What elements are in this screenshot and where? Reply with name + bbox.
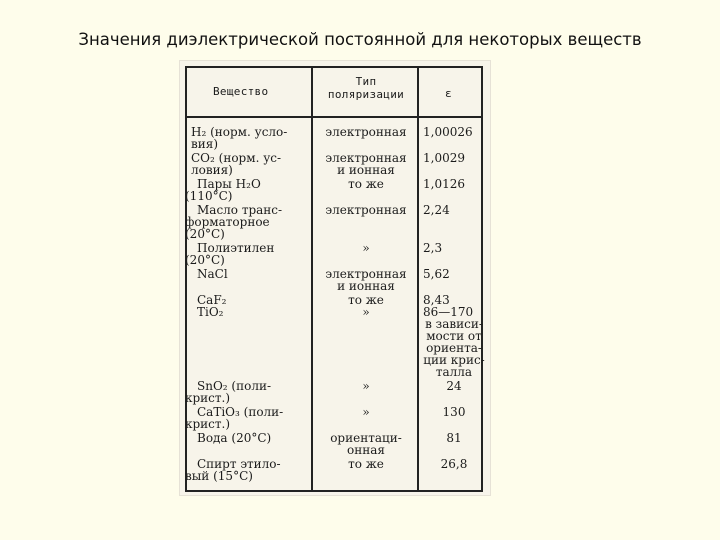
row-7-type: то же xyxy=(348,293,384,307)
column-divider-1 xyxy=(311,66,313,492)
row-11-type-line-1: ориентаци- xyxy=(330,431,402,445)
table-border-top xyxy=(185,66,483,68)
scanned-table xyxy=(179,60,491,496)
row-7-substance: CaF₂ xyxy=(197,293,227,307)
row-5-substance-line-2: (20°С) xyxy=(185,253,225,267)
row-1-epsilon: 1,00026 xyxy=(423,125,473,139)
row-1-substance-line-1: Н₂ (норм. усло- xyxy=(191,125,288,139)
row-4-epsilon: 2,24 xyxy=(423,203,450,217)
row-12-substance-line-1: Спирт этило- xyxy=(197,457,281,471)
row-5-epsilon: 2,3 xyxy=(423,241,443,255)
row-11-type-line-2: онная xyxy=(347,443,385,457)
row-12-epsilon: 26,8 xyxy=(440,457,468,471)
row-9-epsilon: 24 xyxy=(446,379,462,393)
row-4-substance-line-1: Масло транс- xyxy=(197,203,283,217)
row-1-type: электронная xyxy=(325,125,407,139)
row-8-substance: TiO₂ xyxy=(197,305,224,319)
row-2-type-line-2: и ионная xyxy=(337,163,395,177)
row-9-substance-line-1: SnO₂ (поли- xyxy=(197,379,271,393)
row-3-substance-line-2: (110°С) xyxy=(185,189,233,203)
row-10-substance-line-1: CaTiO₃ (поли- xyxy=(197,405,284,419)
row-12-substance-line-2: вый (15°С) xyxy=(185,469,253,483)
row-10-substance-line-2: крист.) xyxy=(185,417,231,431)
row-8-epsilon-line-5: ции крис- xyxy=(423,353,485,367)
header-polarization-type: Тип поляризации xyxy=(327,75,405,101)
row-5-type: » xyxy=(362,241,370,255)
row-6-type-line-2: и ионная xyxy=(337,279,395,293)
row-2-type-line-1: электронная xyxy=(325,151,407,165)
row-11-epsilon: 81 xyxy=(446,431,462,445)
row-3-type: то же xyxy=(348,177,384,191)
row-8-epsilon-line-4: ориента- xyxy=(426,341,482,355)
row-2-epsilon: 1,0029 xyxy=(423,151,465,165)
row-6-epsilon: 5,62 xyxy=(423,267,450,281)
row-4-substance-line-2: форматорное xyxy=(185,215,270,229)
row-8-type: » xyxy=(362,305,370,319)
row-3-substance-line-1: Пары Н₂О xyxy=(197,177,261,191)
table-border-bottom xyxy=(185,490,483,492)
row-4-type: электронная xyxy=(325,203,407,217)
row-2-substance-line-1: СО₂ (норм. ус- xyxy=(191,151,282,165)
row-5-substance-line-1: Полиэтилен xyxy=(197,241,275,255)
header-substance: Вещество xyxy=(213,85,269,98)
row-6-substance: NaCl xyxy=(197,267,228,281)
row-8-epsilon-line-3: мости от xyxy=(426,329,482,343)
header-epsilon: ε xyxy=(445,87,452,100)
row-9-type: » xyxy=(362,379,370,393)
header-divider xyxy=(185,116,483,118)
row-8-epsilon-line-1: 86—170 xyxy=(423,305,474,319)
column-divider-2 xyxy=(417,66,419,492)
row-10-type: » xyxy=(362,405,370,419)
row-11-substance: Вода (20°С) xyxy=(197,431,272,445)
row-3-epsilon: 1,0126 xyxy=(423,177,465,191)
row-4-substance-line-3: (20°С) xyxy=(185,227,225,241)
row-12-type: то же xyxy=(348,457,384,471)
row-1-substance-line-2: вия) xyxy=(191,137,219,151)
slide-title: Значения диэлектрической постоянной для некоторых веществ xyxy=(78,30,642,49)
row-2-substance-line-2: ловия) xyxy=(191,163,233,177)
row-8-epsilon-line-2: в зависи- xyxy=(425,317,483,331)
row-8-epsilon-line-6: талла xyxy=(435,365,473,379)
row-9-substance-line-2: крист.) xyxy=(185,391,231,405)
row-7-epsilon: 8,43 xyxy=(423,293,450,307)
row-6-type-line-1: электронная xyxy=(325,267,407,281)
row-10-epsilon: 130 xyxy=(442,405,466,419)
